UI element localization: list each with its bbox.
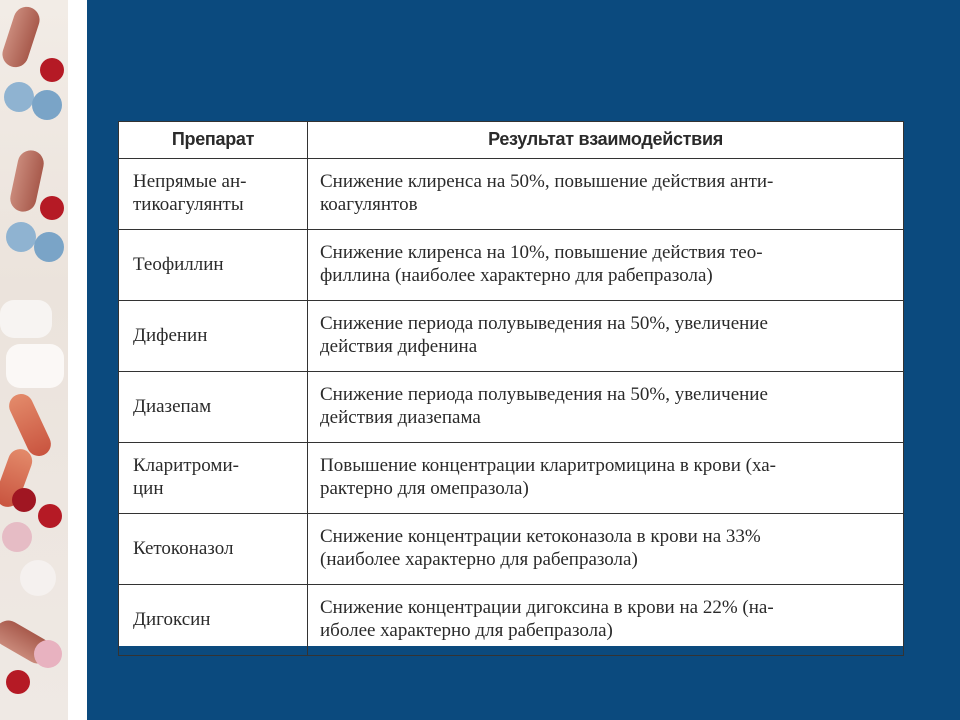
result-text: Повышение концентрации кларитромицина в крови (ха- рактерно для омепразола) [320, 455, 777, 499]
pill-capsule [5, 390, 55, 460]
result-cell [308, 230, 904, 301]
pill-blue [34, 232, 64, 262]
result-text: Снижение концентрации дигоксина в крови на 22% (на- иболее характерно для рабепразола) [320, 597, 774, 641]
result-cell [308, 159, 904, 230]
drug-name: Диазепам [133, 395, 212, 417]
header-result: Результат взаимодействия [308, 122, 904, 159]
table-row [119, 230, 904, 301]
table-header-row [119, 122, 904, 159]
result-cell [308, 514, 904, 585]
drug-cell [119, 230, 308, 301]
pill-capsule [0, 4, 43, 71]
drug-name: Непрямые ан- тикоагулянты [133, 171, 247, 215]
pills-decoration [0, 0, 68, 720]
result-text: Снижение концентрации кетоконазола в крови на 33% (наиболее характерно для рабепразола) [320, 526, 761, 570]
pill-red [40, 58, 64, 82]
result-text: Снижение клиренса на 10%, повышение действия тео- филлина (наиболее характерно для рабепразола) [320, 242, 763, 286]
table-row [119, 301, 904, 372]
pill-red [12, 488, 36, 512]
result-text: Снижение клиренса на 50%, повышение действия анти- коагулянтов [320, 171, 774, 215]
drug-interaction-table [118, 121, 904, 656]
pill-red [40, 196, 64, 220]
table-row [119, 443, 904, 514]
pill-blue [4, 82, 34, 112]
drug-cell [119, 443, 308, 514]
pill-white [0, 300, 52, 338]
result-cell [308, 443, 904, 514]
drug-name: Кларитроми- цин [133, 455, 239, 499]
result-cell [308, 372, 904, 443]
table-row [119, 514, 904, 585]
table-row [119, 159, 904, 230]
pill-pink [34, 640, 62, 668]
drug-name: Кетоконазол [133, 537, 234, 559]
drug-name: Дифенин [133, 324, 208, 346]
result-text: Снижение периода полувыведения на 50%, увеличение действия диазепама [320, 384, 768, 428]
pill-white [20, 560, 56, 596]
result-text: Снижение периода полувыведения на 50%, увеличение действия дифенина [320, 313, 768, 357]
pill-pink [2, 522, 32, 552]
table-row [119, 585, 904, 656]
pill-red [38, 504, 62, 528]
pill-white [6, 344, 64, 388]
interaction-table-container [118, 121, 904, 646]
drug-name: Теофиллин [133, 253, 224, 275]
header-drug: Препарат [119, 122, 308, 159]
drug-cell [119, 514, 308, 585]
drug-cell [119, 585, 308, 656]
result-cell [308, 301, 904, 372]
pill-blue [32, 90, 62, 120]
drug-cell [119, 372, 308, 443]
pill-blue [6, 222, 36, 252]
result-cell [308, 585, 904, 656]
table-row [119, 372, 904, 443]
drug-name: Дигоксин [133, 608, 211, 630]
drug-cell [119, 301, 308, 372]
pill-red [6, 670, 30, 694]
drug-cell [119, 159, 308, 230]
